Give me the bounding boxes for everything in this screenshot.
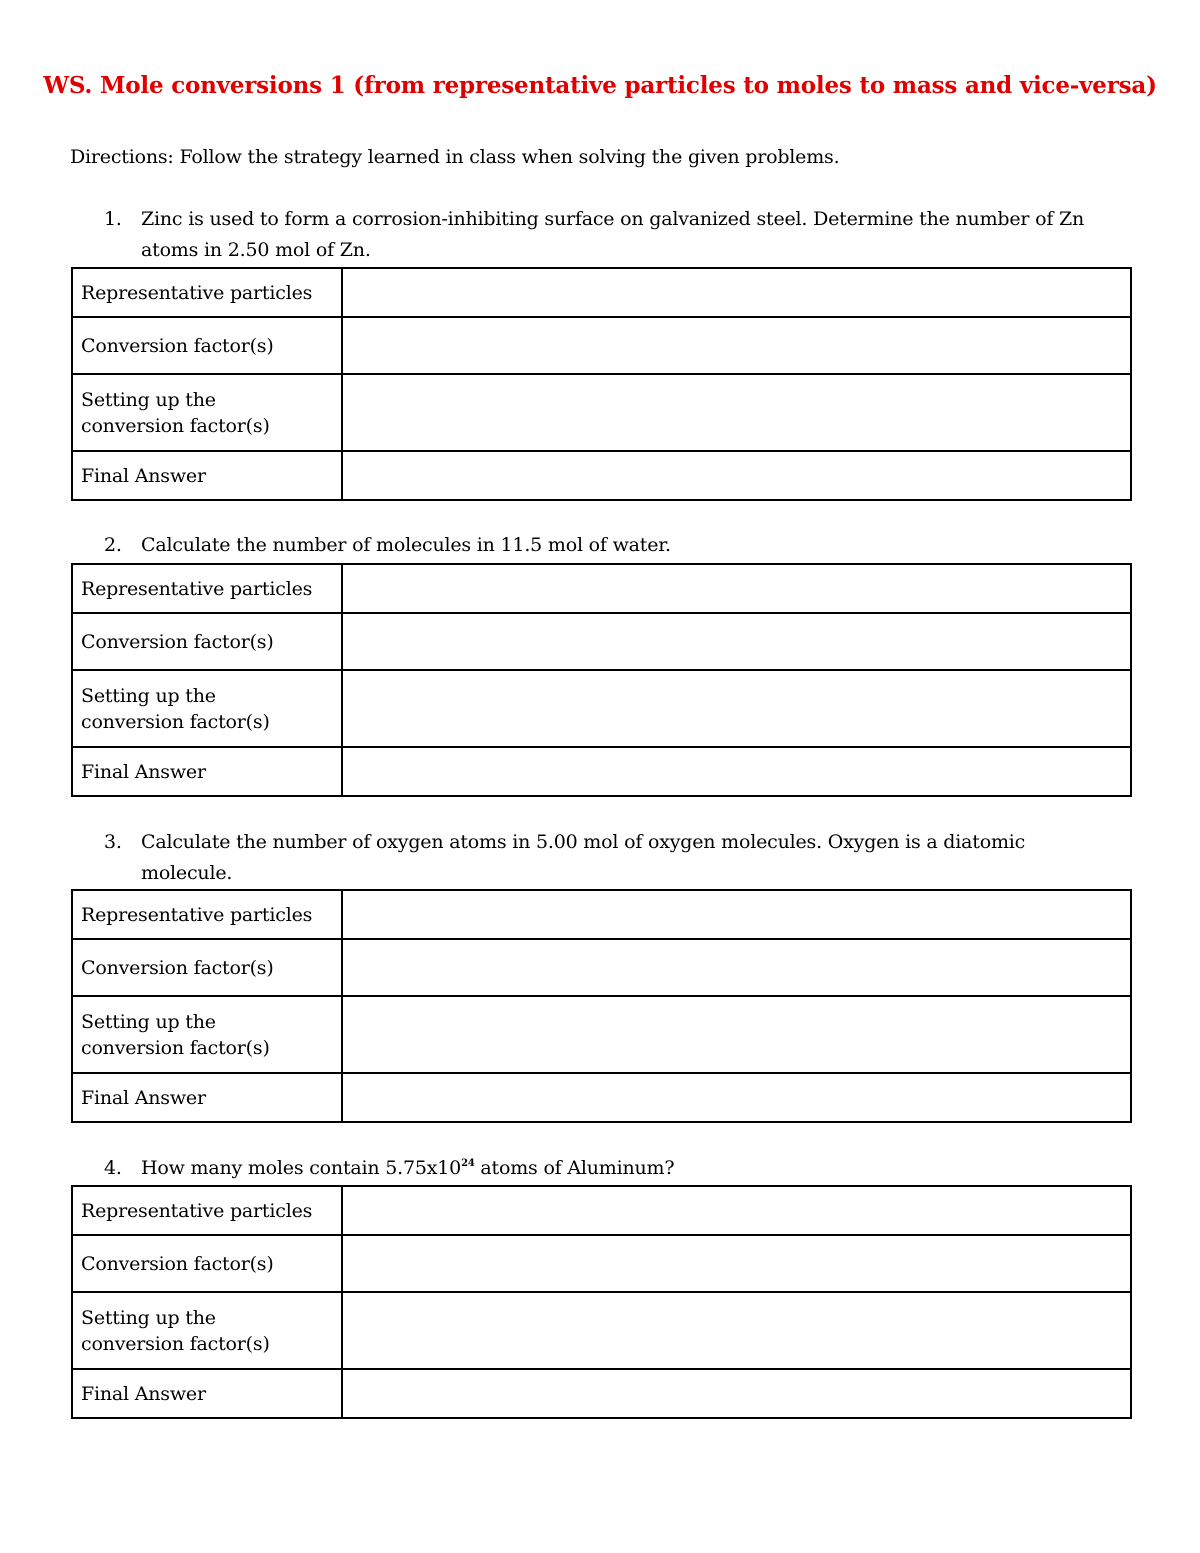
- directions-text: Directions: Follow the strategy learned in class when solving the given problems.: [70, 146, 840, 168]
- question-number: 4.: [104, 1157, 122, 1179]
- row-label-final-answer: Final Answer: [72, 451, 342, 500]
- answer-cell-final-answer[interactable]: [342, 1073, 1131, 1122]
- answer-cell-representative-particles[interactable]: [342, 564, 1131, 613]
- question-number: 2.: [104, 534, 122, 556]
- row-label-setting-up: [72, 996, 342, 1073]
- question-text-after: atoms of Aluminum?: [474, 1157, 675, 1179]
- question-number: 3.: [104, 831, 122, 853]
- table-row: [72, 1369, 1131, 1418]
- table-row: [72, 1073, 1131, 1122]
- row-label-representative-particles: Representative particles: [72, 564, 342, 613]
- answer-table-4: [71, 1185, 1132, 1419]
- table-row: [72, 564, 1131, 613]
- answer-cell-representative-particles[interactable]: [342, 890, 1131, 939]
- question-text: Zinc is used to form a corrosion-inhibiting surface on galvanized steel. Determine the number of Zn atoms in 2.50 mol of Zn.: [141, 208, 1085, 261]
- answer-cell-setting-up[interactable]: [342, 670, 1131, 747]
- question-text: Calculate the number of molecules in 11.5 mol of water.: [141, 534, 671, 556]
- question-text-before: How many moles contain 5.75x10: [141, 1157, 462, 1179]
- row-label-representative-particles: Representative particles: [72, 1186, 342, 1235]
- answer-cell-setting-up[interactable]: [342, 996, 1131, 1073]
- table-row: [72, 317, 1131, 374]
- row-label-setting-up: [72, 374, 342, 451]
- question-2: [104, 530, 1114, 561]
- row-label-conversion-factors: Conversion factor(s): [72, 939, 342, 996]
- exponent: 24: [461, 1158, 475, 1169]
- table-row: [72, 939, 1131, 996]
- answer-cell-conversion-factors[interactable]: [342, 1235, 1131, 1292]
- table-row: [72, 670, 1131, 747]
- row-label-representative-particles: Representative particles: [72, 268, 342, 317]
- row-label-conversion-factors: Conversion factor(s): [72, 613, 342, 670]
- table-row: [72, 613, 1131, 670]
- answer-cell-conversion-factors[interactable]: [342, 317, 1131, 374]
- answer-table-2: [71, 563, 1132, 797]
- answer-cell-conversion-factors[interactable]: [342, 939, 1131, 996]
- table-row: [72, 374, 1131, 451]
- row-label-line: Setting up the: [81, 1010, 216, 1033]
- answer-cell-final-answer[interactable]: [342, 747, 1131, 796]
- answer-cell-setting-up[interactable]: [342, 374, 1131, 451]
- row-label-setting-up: [72, 1292, 342, 1369]
- row-label-line: conversion factor(s): [81, 1332, 270, 1355]
- row-label-final-answer: Final Answer: [72, 747, 342, 796]
- answer-cell-conversion-factors[interactable]: [342, 613, 1131, 670]
- row-label-conversion-factors: Conversion factor(s): [72, 317, 342, 374]
- table-row: [72, 268, 1131, 317]
- answer-cell-representative-particles[interactable]: [342, 268, 1131, 317]
- answer-cell-representative-particles[interactable]: [342, 1186, 1131, 1235]
- question-text: [141, 1153, 1114, 1184]
- table-row: [72, 890, 1131, 939]
- question-3: [104, 827, 1114, 889]
- question-text: Calculate the number of oxygen atoms in 5.00 mol of oxygen molecules. Oxygen is a diatomic molecule.: [141, 831, 1026, 884]
- row-label-line: conversion factor(s): [81, 1036, 270, 1059]
- table-row: [72, 451, 1131, 500]
- row-label-final-answer: Final Answer: [72, 1073, 342, 1122]
- answer-table-1: [71, 267, 1132, 501]
- table-row: [72, 1186, 1131, 1235]
- question-1: [104, 204, 1114, 266]
- row-label-final-answer: Final Answer: [72, 1369, 342, 1418]
- table-row: [72, 996, 1131, 1073]
- row-label-line: conversion factor(s): [81, 414, 270, 437]
- row-label-line: Setting up the: [81, 388, 216, 411]
- row-label-conversion-factors: Conversion factor(s): [72, 1235, 342, 1292]
- question-number: 1.: [104, 208, 122, 230]
- row-label-line: conversion factor(s): [81, 710, 270, 733]
- answer-cell-final-answer[interactable]: [342, 1369, 1131, 1418]
- row-label-line: Setting up the: [81, 1306, 216, 1329]
- row-label-representative-particles: Representative particles: [72, 890, 342, 939]
- table-row: [72, 1292, 1131, 1369]
- answer-cell-setting-up[interactable]: [342, 1292, 1131, 1369]
- table-row: [72, 747, 1131, 796]
- row-label-setting-up: [72, 670, 342, 747]
- row-label-line: Setting up the: [81, 684, 216, 707]
- question-4: [104, 1153, 1114, 1184]
- table-row: [72, 1235, 1131, 1292]
- answer-cell-final-answer[interactable]: [342, 451, 1131, 500]
- worksheet-title: WS. Mole conversions 1 (from representative particles to moles to mass and vice-versa): [43, 72, 1157, 99]
- answer-table-3: [71, 889, 1132, 1123]
